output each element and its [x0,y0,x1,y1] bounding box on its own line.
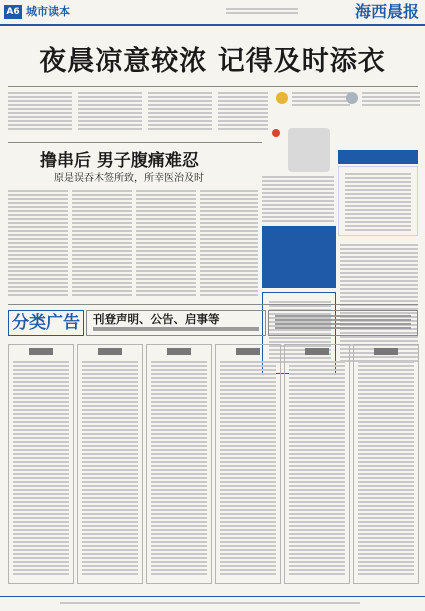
date-line [226,8,298,16]
classified-column [146,344,212,584]
classified-column [8,344,74,584]
lead-story-text [78,92,142,132]
story-subhead: 原是误吞木签所致，所幸医治及时 [54,173,204,184]
story-headline: 撸串后 男子腹痛难忍 [40,151,199,171]
section-name: 城市读本 [26,5,70,18]
story-text [8,190,68,298]
tide-forecast-heading [338,150,418,164]
classified-column [353,344,419,584]
story-text [72,190,132,298]
page-header [0,0,425,26]
advertisement [262,226,336,288]
lead-story-text [8,92,72,132]
divider [8,142,262,143]
story-text [200,190,258,298]
sidebar-text [262,176,334,224]
sun-icon [276,92,288,104]
classifieds-banner-text: 刊登声明、公告、启事等 [93,312,220,326]
sidebar-marker-icon [272,129,280,137]
tide-table [338,166,418,236]
weather-box [346,90,422,116]
classified-column [77,344,143,584]
divider [8,304,418,305]
classifieds-title: 分类广告 [8,310,84,336]
lead-story-text [148,92,212,132]
lead-headline: 夜晨凉意较浓 记得及时添衣 [39,46,386,77]
divider [8,86,418,87]
classified-column [284,344,350,584]
weather-box [276,90,352,116]
contact-info [268,310,418,336]
cartoon-illustration [288,128,330,172]
story-text [136,190,196,298]
classified-column [215,344,281,584]
lead-story-text [218,92,268,132]
classifieds-banner [86,310,266,336]
cloud-icon [346,92,358,104]
masthead: 海西晨报 [354,2,419,21]
page-number: A6 [4,5,22,19]
page-footer [0,596,425,611]
